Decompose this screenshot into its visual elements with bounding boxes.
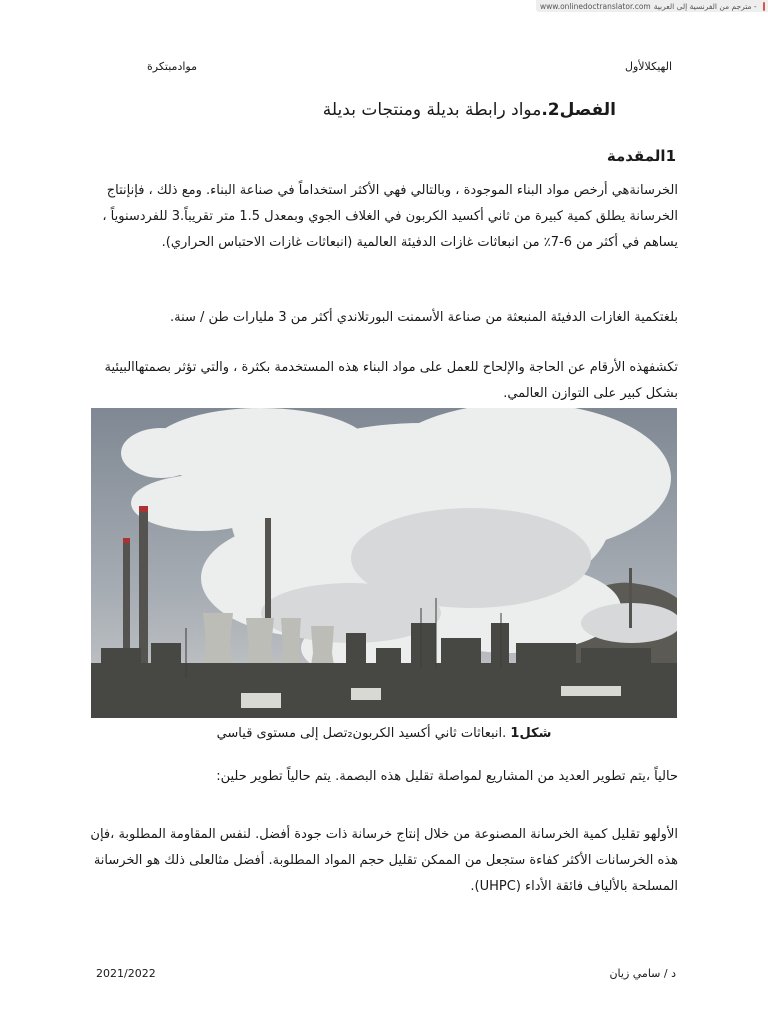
header-subject: موادمبتكرة	[147, 60, 197, 73]
paragraph-intro: الخرسانةهي أرخص مواد البناء الموجودة ، وبالتالي فهي الأكثر استخداماً في صناعة البناء. ومع ذلك ، فإنإنتاج الخرسانة يطلق كمية كبيرة من ثاني أكسيد الكربون في الغلاف الجوي وبمعدل 1.5 متر تقريباً.3 للفردسنوياً ، يساهم في أكثر من 6-7٪ من انبعاثات غازات الدفيئة العالمية (انبعاثات غازات الاحتباس الحراري).	[102, 183, 678, 250]
section-heading: 1المقدمة	[606, 147, 676, 165]
caption-label: شكل1	[510, 726, 552, 741]
caption-text: .انبعاثات ثاني أكسيد الكربون₂تصل إلى مستوى قياسي	[216, 726, 507, 741]
figure-industrial-emissions	[91, 408, 677, 718]
paragraph-urgency: تكشفهذه الأرقام عن الحاجة والإلحاح للعمل على مواد البناء هذه المستخدمة بكثرة ، والتي تؤثر بصمتهاالبيئية بشكل كبير على التوازن العالمي.	[104, 360, 678, 401]
footer-author: د / سامي زيان	[609, 967, 676, 980]
translator-banner[interactable]	[536, 0, 768, 12]
header-part: الهيكلالأول	[624, 60, 672, 73]
footer-year: 2021/2022	[96, 967, 156, 980]
figure-caption	[91, 726, 677, 741]
chapter-title	[323, 100, 616, 120]
banner-url[interactable]: www.onlinedoctranslator.com	[540, 1, 651, 11]
industrial-smoke-photo	[91, 408, 677, 718]
paragraph-emissions: بلغتكمية الغازات الدفيئة المنبعثة من صناعة الأسمنت البورتلاندي أكثر من 3 مليارات طن / سنة.	[170, 310, 678, 325]
paragraph-first-solution: الأولهو تقليل كمية الخرسانة المصنوعة من خلال إنتاج خرسانة ذات جودة أفضل. لنفس المقاومة المطلوبة ،فإن هذه الخرسانات الأكثر كفاءة ستجعل من الممكن تقليل حجم المواد المطلوبة. أفضل مثالعلى ذلك هو الخرسانة المسلحة بالألياف فائقة الأداء (UHPC).	[90, 827, 678, 894]
paragraph-current-projects: حالياً ،يتم تطوير العديد من المشاريع لمواصلة تقليل هذه البصمة. يتم حالياً تطوير حلين:	[216, 769, 678, 784]
banner-label: مترجم من الفرنسية إلى العربية -	[653, 1, 757, 11]
chapter-prefix: الفصل2.	[541, 100, 616, 120]
pdf-translator-logo-icon	[763, 2, 765, 11]
chapter-title-text: مواد رابطة بديلة ومنتجات بديلة	[322, 100, 542, 120]
